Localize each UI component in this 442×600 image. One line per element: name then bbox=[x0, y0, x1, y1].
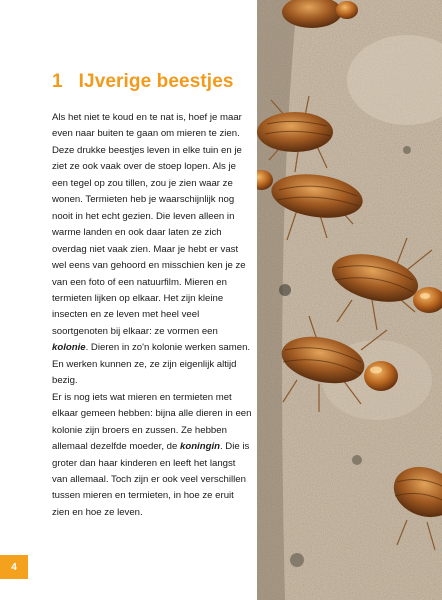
chapter-number: 1 bbox=[52, 71, 63, 92]
paragraph-2-part-2: . Die is groter dan haar kinderen en leeft het langst van allemaal. Toch zijn er ook veel verschillen tussen mieren en termieten, in hoe ze eruit zien en hoe ze leven. bbox=[52, 441, 250, 518]
term-kolonie: kolonie bbox=[52, 342, 86, 354]
paragraph-1-part-1: Als het niet te koud en te nat is, hoef je maar even naar buiten te gaan om mieren te zien. Deze drukke beestjes leven in elke tuin en je ziet ze ook vaak over de stoep lopen. Als je een tegel op zou tillen, zou je zien waar ze wonen. Termieten heb je waarschijnlijk nog nooit in het echt gezien. Die leven alleen in warme landen en ook daar laten ze zich overdag niet vaak zien. Maar je hebt er vast wel eens van gehoord en misschien ken je ze van een foto of een natuurfilm. Mieren en termieten lijken op elkaar. Het zijn kleine insecten en ze leven met heel veel soortgenoten bij elkaar: ze vormen een bbox=[52, 112, 246, 337]
chapter-title: IJverige beestjes bbox=[78, 71, 234, 92]
page-number-badge: 4 bbox=[0, 555, 28, 579]
paragraph-2-part-1: Er is nog iets wat mieren en termieten met elkaar gemeen hebben: bijna alle dieren in een kolonie zijn broers en zussen. Ze hebben allemaal dezelfde moeder, de bbox=[52, 391, 252, 453]
paragraph-1-part-2: . Dieren in zo'n kolonie werken samen. En werken kunnen ze, ze zijn eigenlijk altijd bezig. bbox=[52, 342, 251, 387]
body-text bbox=[52, 110, 252, 521]
chapter-heading bbox=[52, 71, 234, 93]
paragraph-2 bbox=[52, 390, 252, 522]
term-koningin: koningin bbox=[180, 441, 220, 453]
paragraph-1 bbox=[52, 110, 252, 390]
termites-photo-image bbox=[257, 0, 442, 600]
termites-photo bbox=[257, 0, 442, 600]
